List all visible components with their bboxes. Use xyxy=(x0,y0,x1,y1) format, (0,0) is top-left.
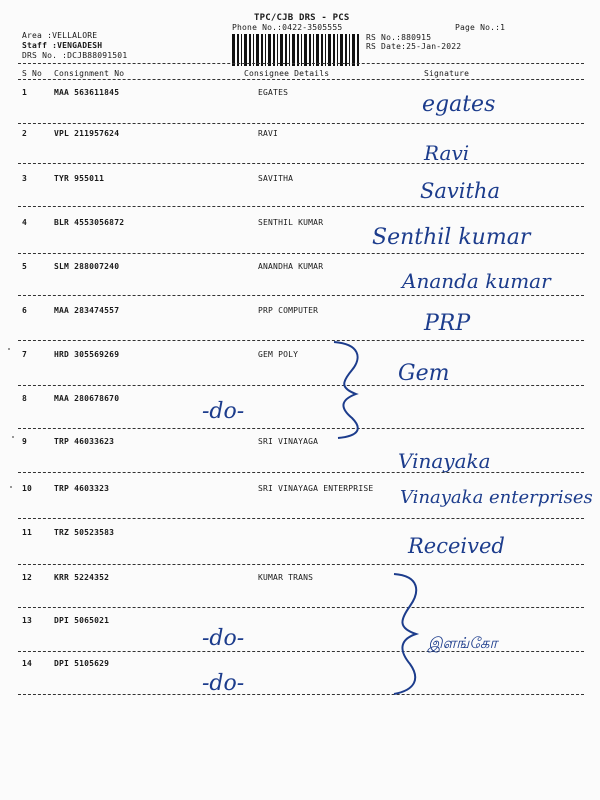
row-consignee: ANANDHA KUMAR xyxy=(258,262,324,271)
barcode-bar xyxy=(333,34,335,66)
barcode-bar xyxy=(321,34,323,66)
signature-row-5: Ananda kumar xyxy=(402,269,551,293)
sheet-title: TPC/CJB DRS - PCS xyxy=(254,13,350,23)
row-consignee: PRP COMPUTER xyxy=(258,306,319,315)
row-consignee: SAVITHA xyxy=(258,174,294,183)
row-consignment-no: MAA 563611845 xyxy=(54,88,120,97)
row-sno: 5 xyxy=(22,262,28,271)
barcode-bar xyxy=(340,34,343,66)
col-header-consignment: Consignment No xyxy=(54,69,125,78)
row-consignment-no: TRZ 50523583 xyxy=(54,528,115,537)
barcode-bar xyxy=(261,34,263,66)
row-consignment-no: DPI 5065021 xyxy=(54,616,110,625)
row-consignment-no: VPL 211957624 xyxy=(54,129,120,138)
row-sno: 14 xyxy=(22,659,33,668)
row-divider xyxy=(18,651,584,652)
row-consignment-no: TRP 4603323 xyxy=(54,484,110,493)
barcode-bar xyxy=(253,34,254,66)
drs-number: DRS No. :DCJB88091501 xyxy=(22,51,128,60)
barcode-bar xyxy=(285,34,287,66)
barcode-bar xyxy=(349,34,350,66)
barcode-bar xyxy=(313,34,314,66)
barcode-bar xyxy=(325,34,326,66)
barcode-bar xyxy=(265,34,266,66)
barcode-bar xyxy=(316,34,319,66)
page-number: Page No.:1 xyxy=(455,23,506,32)
row-sno: 8 xyxy=(22,394,28,403)
row-consignee: SENTHIL KUMAR xyxy=(258,218,324,227)
rs-date: RS Date:25-Jan-2022 xyxy=(366,42,462,51)
barcode-bar xyxy=(249,34,251,66)
bracket-mark xyxy=(334,342,358,438)
row-consignee: SRI VINAYAGA xyxy=(258,437,319,446)
barcode-bar xyxy=(292,34,295,66)
signature-row-13: -do- xyxy=(202,626,245,651)
tamil-signature: இளங்கோ xyxy=(428,634,498,652)
col-header-consignee: Consignee Details xyxy=(244,69,330,78)
scan-speck xyxy=(12,436,14,438)
header-divider-bottom xyxy=(18,79,584,80)
row-consignment-no: KRR 5224352 xyxy=(54,573,110,582)
row-sno: 11 xyxy=(22,528,33,537)
row-sno: 2 xyxy=(22,129,28,138)
col-header-signature: Signature xyxy=(424,69,470,78)
row-consignment-no: HRD 305569269 xyxy=(54,350,120,359)
row-consignment-no: DPI 5105629 xyxy=(54,659,110,668)
barcode-bar xyxy=(268,34,271,66)
phone-number: Phone No.:0422-3505555 xyxy=(232,23,343,32)
row-divider xyxy=(18,123,584,124)
signature-row-9: Vinayaka xyxy=(398,449,491,473)
row-consignment-no: BLR 4553056872 xyxy=(54,218,125,227)
barcode-bar xyxy=(289,34,290,66)
signature-row-1: egates xyxy=(422,92,496,117)
barcode-bar xyxy=(241,34,242,66)
staff-label: Staff :VENGADESH xyxy=(22,41,103,50)
row-divider xyxy=(18,564,584,565)
row-sno: 3 xyxy=(22,174,28,183)
row-consignment-no: MAA 280678670 xyxy=(54,394,120,403)
barcode-bar xyxy=(337,34,338,66)
row-divider xyxy=(18,607,584,608)
row-divider xyxy=(18,472,584,473)
barcode-bar xyxy=(277,34,278,66)
row-sno: 7 xyxy=(22,350,28,359)
scan-speck xyxy=(8,348,10,350)
barcode-bar xyxy=(345,34,347,66)
row-divider xyxy=(18,518,584,519)
barcode-bar xyxy=(357,34,359,66)
scan-speck xyxy=(10,486,12,488)
signature-row-6: PRP xyxy=(424,311,471,336)
barcode-bar xyxy=(232,34,235,66)
rs-number: RS No.:880915 xyxy=(366,33,432,42)
barcode-bar xyxy=(273,34,275,66)
area-label: Area :VELLALORE xyxy=(22,31,98,40)
signature-row-14: -do- xyxy=(202,671,245,696)
row-divider xyxy=(18,340,584,341)
row-sno: 9 xyxy=(22,437,28,446)
signature-row-10: Vinayaka enterprises xyxy=(400,487,593,508)
signature-row-4: Senthil kumar xyxy=(372,225,531,250)
signature-row-8: -do- xyxy=(202,399,245,424)
barcode-image xyxy=(232,34,362,66)
row-consignment-no: TRP 46033623 xyxy=(54,437,115,446)
barcode-bar xyxy=(297,34,299,66)
row-divider xyxy=(18,295,584,296)
row-sno: 6 xyxy=(22,306,28,315)
row-consignee: GEM POLY xyxy=(258,350,299,359)
bracket-mark xyxy=(394,574,416,694)
barcode-bar xyxy=(280,34,283,66)
row-consignment-no: TYR 955011 xyxy=(54,174,105,183)
row-sno: 10 xyxy=(22,484,33,493)
row-divider xyxy=(18,385,584,386)
row-sno: 13 xyxy=(22,616,33,625)
row-consignee: KUMAR TRANS xyxy=(258,573,314,582)
signature-row-3: Savitha xyxy=(420,179,500,203)
row-consignment-no: SLM 288007240 xyxy=(54,262,120,271)
row-divider xyxy=(18,206,584,207)
signature-row-2: Ravi xyxy=(424,141,470,165)
barcode-bar xyxy=(328,34,331,66)
row-sno: 12 xyxy=(22,573,33,582)
barcode-bar xyxy=(309,34,311,66)
signature-row-11: Received xyxy=(408,534,505,558)
row-consignee: EGATES xyxy=(258,88,289,97)
barcode-bar xyxy=(352,34,355,66)
signature-row-7: Gem xyxy=(398,361,450,386)
row-consignee: SRI VINAYAGA ENTERPRISE xyxy=(258,484,374,493)
barcode-bar xyxy=(256,34,259,66)
col-header-sno: S No xyxy=(22,69,43,78)
row-sno: 4 xyxy=(22,218,28,227)
barcode-bar xyxy=(304,34,307,66)
row-sno: 1 xyxy=(22,88,28,97)
barcode-bar xyxy=(244,34,247,66)
row-consignee: RAVI xyxy=(258,129,279,138)
barcode-bar xyxy=(237,34,239,66)
barcode-bar xyxy=(301,34,302,66)
row-divider xyxy=(18,694,584,695)
row-divider xyxy=(18,428,584,429)
header-divider-top xyxy=(18,63,584,64)
row-consignment-no: MAA 283474557 xyxy=(54,306,120,315)
row-divider xyxy=(18,253,584,254)
row-divider xyxy=(18,163,584,164)
